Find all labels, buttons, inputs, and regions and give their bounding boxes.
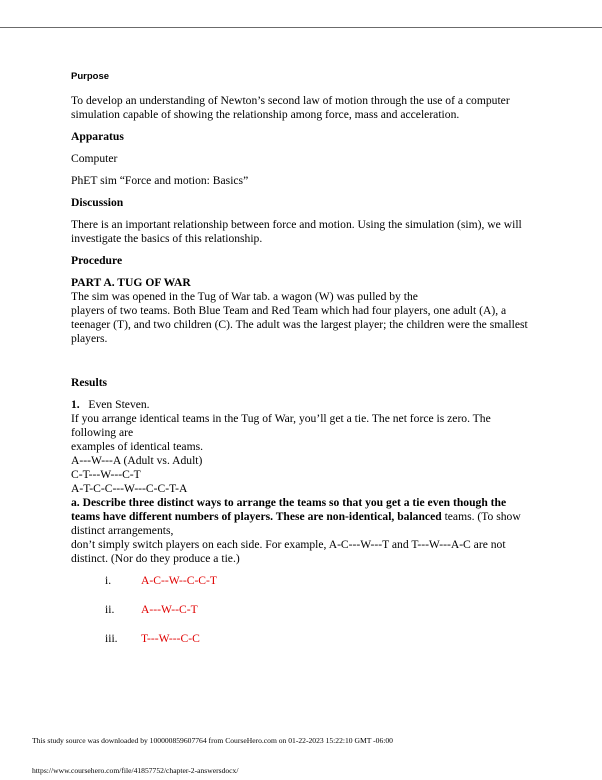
results-section bbox=[71, 398, 533, 566]
example-team-1: A---W---A (Adult vs. Adult) bbox=[71, 454, 203, 467]
procedure-section bbox=[71, 276, 533, 346]
apparatus-item-sim: PhET sim “Force and motion: Basics” bbox=[71, 174, 249, 187]
question-a-line-2: don’t simply switch players on each side. For example, A-C---W---T and T---W---A-C are not distinct. (Nor do they produce a tie.) bbox=[71, 538, 506, 565]
apparatus-item-computer: Computer bbox=[71, 152, 118, 165]
example-team-3: A-T-C-C---W---C-C-T-A bbox=[71, 482, 188, 495]
answer-numeral: i. bbox=[105, 574, 112, 587]
source-url: https://www.coursehero.com/file/41857752/chapter-2-answersdocx/ bbox=[32, 766, 239, 775]
answer-item bbox=[105, 574, 533, 588]
discussion-text: There is an important relationship between force and motion. Using the simulation (sim), we will investigate the basics of this relationship. bbox=[71, 218, 522, 245]
results-item-number: 1. bbox=[71, 398, 80, 411]
question-a-rest: teams. (To show distinct arrangements, bbox=[71, 510, 521, 537]
section-spacer bbox=[71, 354, 533, 376]
discussion-heading: Discussion bbox=[71, 196, 124, 209]
answer-text: A---W--C-T bbox=[141, 603, 198, 616]
results-item-1 bbox=[71, 398, 533, 412]
procedure-heading: Procedure bbox=[71, 254, 123, 267]
procedure-line-2: players of two teams. Both Blue Team and Red Team which had four players, one adult (A), a teenager (T), and two children (C). The adult was the largest player; the children were the smallest players. bbox=[71, 304, 528, 345]
answer-text: A-C--W--C-C-T bbox=[141, 574, 217, 587]
answer-item bbox=[105, 632, 533, 646]
purpose-heading: Purpose bbox=[71, 71, 110, 82]
answer-list bbox=[105, 574, 533, 646]
question-a bbox=[71, 496, 533, 538]
example-team-2: C-T---W---C-T bbox=[71, 468, 141, 481]
part-a-title: PART A. TUG OF WAR bbox=[71, 276, 191, 289]
answer-numeral: ii. bbox=[105, 603, 115, 616]
results-intro-1: If you arrange identical teams in the Tug of War, you’ll get a tie. The net force is zero. The following are bbox=[71, 412, 491, 439]
answer-numeral: iii. bbox=[105, 632, 118, 645]
answer-item bbox=[105, 603, 533, 617]
apparatus-heading: Apparatus bbox=[71, 130, 124, 143]
results-heading: Results bbox=[71, 376, 108, 389]
results-intro-2: examples of identical teams. bbox=[71, 440, 203, 453]
document-body bbox=[71, 70, 533, 661]
question-a-bold: a. Describe three distinct ways to arrange the teams so that you get a tie even though the teams have different numbers of players. These are non-identical, balanced bbox=[71, 496, 507, 523]
results-item-title: Even Steven. bbox=[88, 398, 150, 411]
purpose-text: To develop an understanding of Newton’s second law of motion through the use of a computer simulation capable of showing the relationship among force, mass and acceleration. bbox=[71, 94, 510, 121]
answer-text: T---W---C-C bbox=[141, 632, 200, 645]
header-rule bbox=[0, 27, 602, 28]
procedure-line-1: The sim was opened in the Tug of War tab. a wagon (W) was pulled by the bbox=[71, 290, 418, 303]
download-notice: This study source was downloaded by 100000859607764 from CourseHero.com on 01-22-2023 15:22:10 GMT -06:00 bbox=[32, 736, 393, 745]
